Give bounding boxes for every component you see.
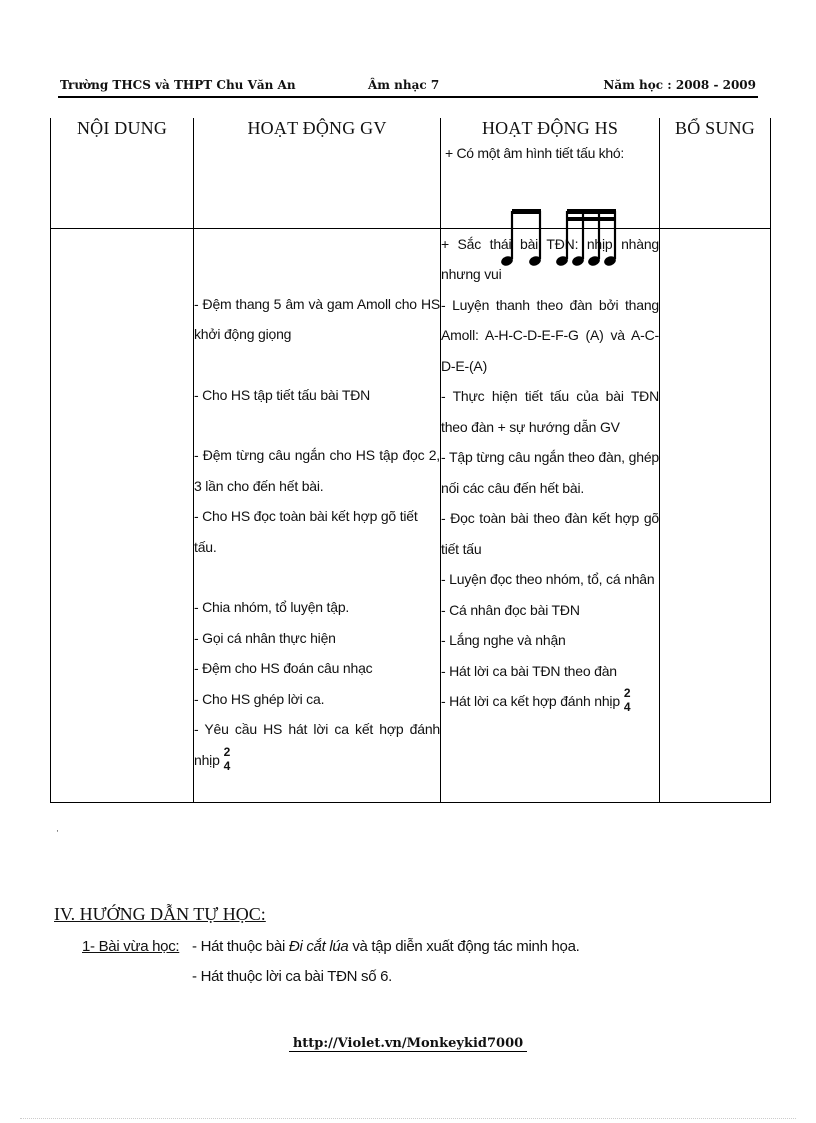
gv-item: - Cho HS đọc toàn bài kết hợp gõ tiết tấu.: [194, 508, 418, 555]
gv-item: - Gọi cá nhân thực hiện: [194, 629, 336, 646]
col-header-extra: BỔ SUNG: [660, 118, 771, 228]
hs-item: + Sắc thái bài TĐN: nhịp nhàng nhưng vui: [441, 235, 659, 282]
subject-name: Âm nhạc 7: [368, 78, 440, 92]
school-name: Trường THCS và THPT Chu Văn An: [60, 78, 296, 92]
hs-item: - Luyện thanh theo đàn bởi thang Amoll: A-H-C-D-E-F-G (A) và A-C-D-E-(A): [441, 296, 659, 374]
content-cell: [51, 228, 194, 802]
homework-line-1-prefix: - Hát thuộc bài: [192, 938, 289, 955]
footer-link[interactable]: http://Violet.vn/Monkeykid7000: [289, 1036, 527, 1052]
page-header: [58, 76, 758, 98]
homework-line-1: [192, 938, 580, 955]
gv-item: - Chia nhóm, tổ luyện tập.: [194, 599, 350, 615]
hs-item: - Thực hiện tiết tấu của bài TĐN theo đàn + sự hướng dẫn GV: [441, 388, 659, 435]
col-header-student-label: HOẠT ĐỘNG HS: [481, 118, 619, 138]
hs-item: - Cá nhân đọc bài TĐN: [441, 601, 580, 618]
stray-mark: ·: [56, 826, 59, 836]
gv-item: - Đệm cho HS đoán câu nhạc: [194, 660, 373, 676]
gv-item-with-time: [194, 714, 440, 775]
time-top: 2: [623, 686, 631, 700]
homework-line-2: - Hát thuộc lời ca bài TĐN số 6.: [192, 968, 393, 985]
hs-item: - Luyện đọc theo nhóm, tổ, cá nhân: [441, 571, 655, 587]
rhythm-notation-icon: [497, 203, 627, 275]
teacher-activities: [194, 228, 441, 802]
school-year: Năm học : 2008 - 2009: [603, 78, 756, 92]
hs-item: - Tập từng câu ngắn theo đàn, ghép nối các câu đến hết bài.: [441, 449, 659, 496]
hs-item-with-time: [441, 686, 659, 717]
homework-line-1-suffix: và tập diễn xuất động tác minh họa.: [348, 938, 580, 955]
time-signature: [624, 686, 630, 714]
time-top: 2: [223, 744, 231, 759]
gv-item: - Đệm thang 5 âm và gam Amoll cho HS khởi động giọng: [194, 295, 440, 342]
gv-item: - Đệm từng câu ngắn cho HS tập đọc 2, 3 lần cho đến hết bài.: [194, 447, 440, 494]
hs-item: - Lắng nghe và nhận: [441, 632, 566, 648]
bottom-rule: [20, 1118, 796, 1120]
footer: [0, 1036, 816, 1051]
hs-item: - Hát lời ca bài TĐN theo đàn: [441, 662, 617, 679]
homework-label: 1- Bài vừa học:: [82, 938, 180, 955]
time-bottom: 4: [223, 758, 231, 773]
section-title: IV. HƯỚNG DẪN TỰ HỌC:: [54, 904, 266, 924]
lesson-table: [50, 118, 771, 803]
rhythm-note: + Có một âm hình tiết tấu khó:: [445, 145, 624, 161]
song-title: Đi cắt lúa: [288, 938, 349, 955]
hs-item: - Hát lời ca kết hợp đánh nhịp: [441, 693, 620, 709]
time-signature: [224, 745, 230, 773]
gv-item: - Cho HS ghép lời ca.: [194, 690, 325, 707]
gv-item: - Cho HS tập tiết tấu bài TĐN: [194, 386, 371, 403]
hs-item: - Đọc toàn bài theo đàn kết hợp gõ tiết tấu: [441, 510, 659, 557]
student-activities: [441, 228, 660, 802]
extra-cell: [660, 228, 771, 802]
gv-item: - Yêu cầu HS hát lời ca kết hợp đánh nhịp: [194, 721, 440, 768]
col-header-content: NỘI DUNG: [51, 118, 194, 228]
col-header-teacher: HOẠT ĐỘNG GV: [194, 118, 441, 228]
time-bottom: 4: [623, 700, 631, 714]
